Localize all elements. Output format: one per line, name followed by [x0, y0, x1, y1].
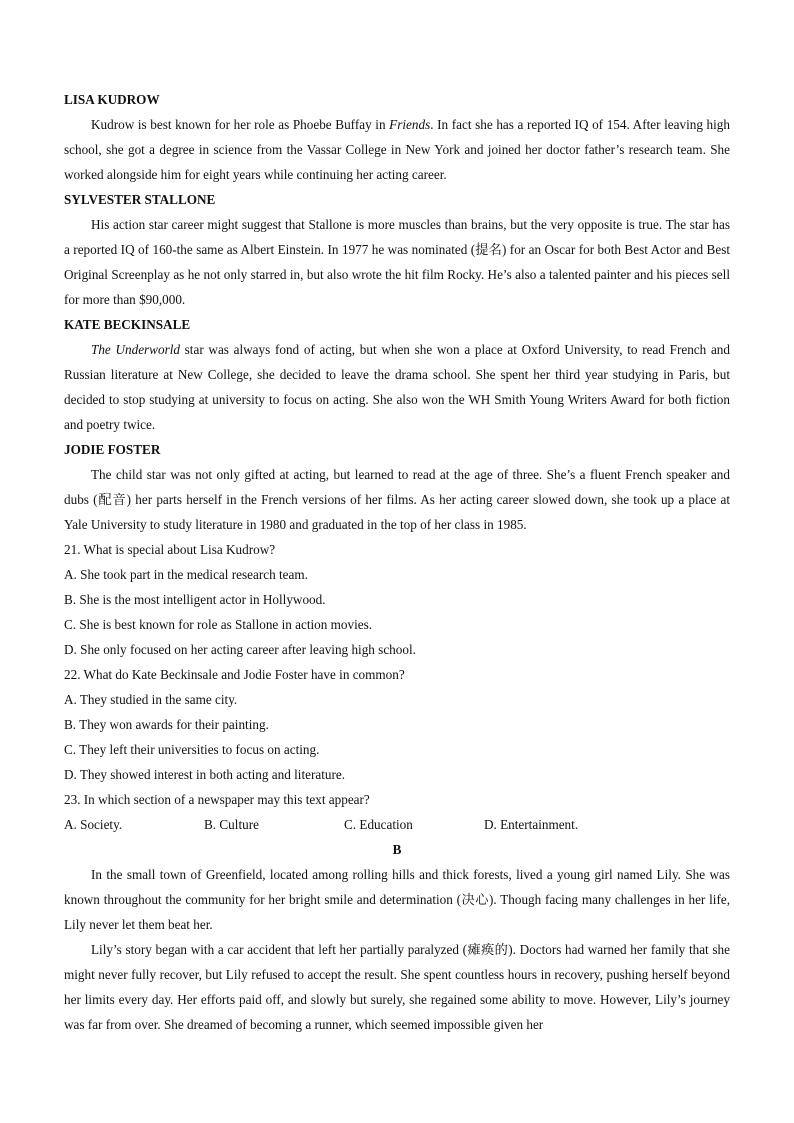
section-title-sylvester-stallone: SYLVESTER STALLONE: [64, 192, 216, 207]
question-23-option-a: A. Society.: [64, 817, 123, 832]
section-title-kate-beckinsale: KATE BECKINSALE: [64, 317, 191, 332]
paragraph-jodie-foster: The child star was not only gifted at acting, but learned to read at the age of three. She’s a fluent French speaker and dubs (配音) her parts herself in the French versions of her films. As her acting career slowed down, she took up a place at Yale University to study literature in 1980 and graduated in the top of her class in 1985.: [64, 467, 730, 532]
paragraph-sylvester-stallone: His action star career might suggest that Stallone is more muscles than brains, but the very opposite is true. The star has a reported IQ of 160-the same as Albert Einstein. In 1977 he was nominated (提名) for an Oscar for both Best Actor and Best Original Screenplay as he not only starred in, but also wrote the hit film Rocky. He’s also a talented painter and his pieces sell for more than $90,000.: [64, 217, 730, 307]
question-21-option-d: D. She only focused on her acting career after leaving high school.: [64, 642, 416, 657]
question-22-option-c: C. They left their universities to focus on acting.: [64, 742, 320, 757]
question-22-stem: 22. What do Kate Beckinsale and Jodie Foster have in common?: [64, 667, 405, 682]
paragraph-lisa-kudrow: Kudrow is best known for her role as Phoebe Buffay in Friends. In fact she has a reported IQ of 154. After leaving high school, she got a degree in science from the Vassar College in New York and joined her doctor father’s research team. She worked alongside him for eight years while continuing her acting career.: [64, 117, 730, 182]
section-title-lisa-kudrow: LISA KUDROW: [64, 92, 160, 107]
question-23-stem: 23. In which section of a newspaper may this text appear?: [64, 792, 370, 807]
page-content: [64, 87, 730, 1037]
question-21-option-b: B. She is the most intelligent actor in Hollywood.: [64, 592, 326, 607]
question-22-option-d: D. They showed interest in both acting and literature.: [64, 767, 346, 782]
question-23-options: [64, 812, 730, 837]
section-b-heading: B: [392, 842, 402, 857]
question-22-option-a: A. They studied in the same city.: [64, 692, 238, 707]
question-23-option-b: B. Culture: [204, 817, 259, 832]
paragraph-kate-beckinsale: The Underworld star was always fond of acting, but when she won a place at Oxford University, to read French and Russian literature at New College, she decided to leave the drama school. She spent her third year studying in Paris, but decided to stop studying at university to focus on acting. She also won the WH Smith Young Writers Award for both fiction and poetry twice.: [64, 342, 730, 432]
question-22-option-b: B. They won awards for their painting.: [64, 717, 269, 732]
section-b-paragraph-2: Lily’s story began with a car accident that left her partially paralyzed (瘫痪的). Doctors had warned her family that she might never fully recover, but Lily refused to accept the result. She spent countless hours in recovery, pushing herself beyond her limits every day. Her efforts paid off, and slowly but surely, she regained some ability to move. However, Lily’s journey was far from over. She dreamed of becoming a runner, which seemed impossible given her: [64, 942, 730, 1032]
question-23-option-c: C. Education: [344, 817, 413, 832]
question-23-option-d: D. Entertainment.: [484, 817, 579, 832]
question-21-stem: 21. What is special about Lisa Kudrow?: [64, 542, 276, 557]
section-title-jodie-foster: JODIE FOSTER: [64, 442, 161, 457]
question-21-option-c: C. She is best known for role as Stallone in action movies.: [64, 617, 373, 632]
question-21-option-a: A. She took part in the medical research team.: [64, 567, 308, 582]
section-b-paragraph-1: In the small town of Greenfield, located among rolling hills and thick forests, lived a young girl named Lily. She was known throughout the community for her bright smile and determination (决心). Though facing many challenges in her life, Lily never let them beat her.: [64, 867, 730, 932]
